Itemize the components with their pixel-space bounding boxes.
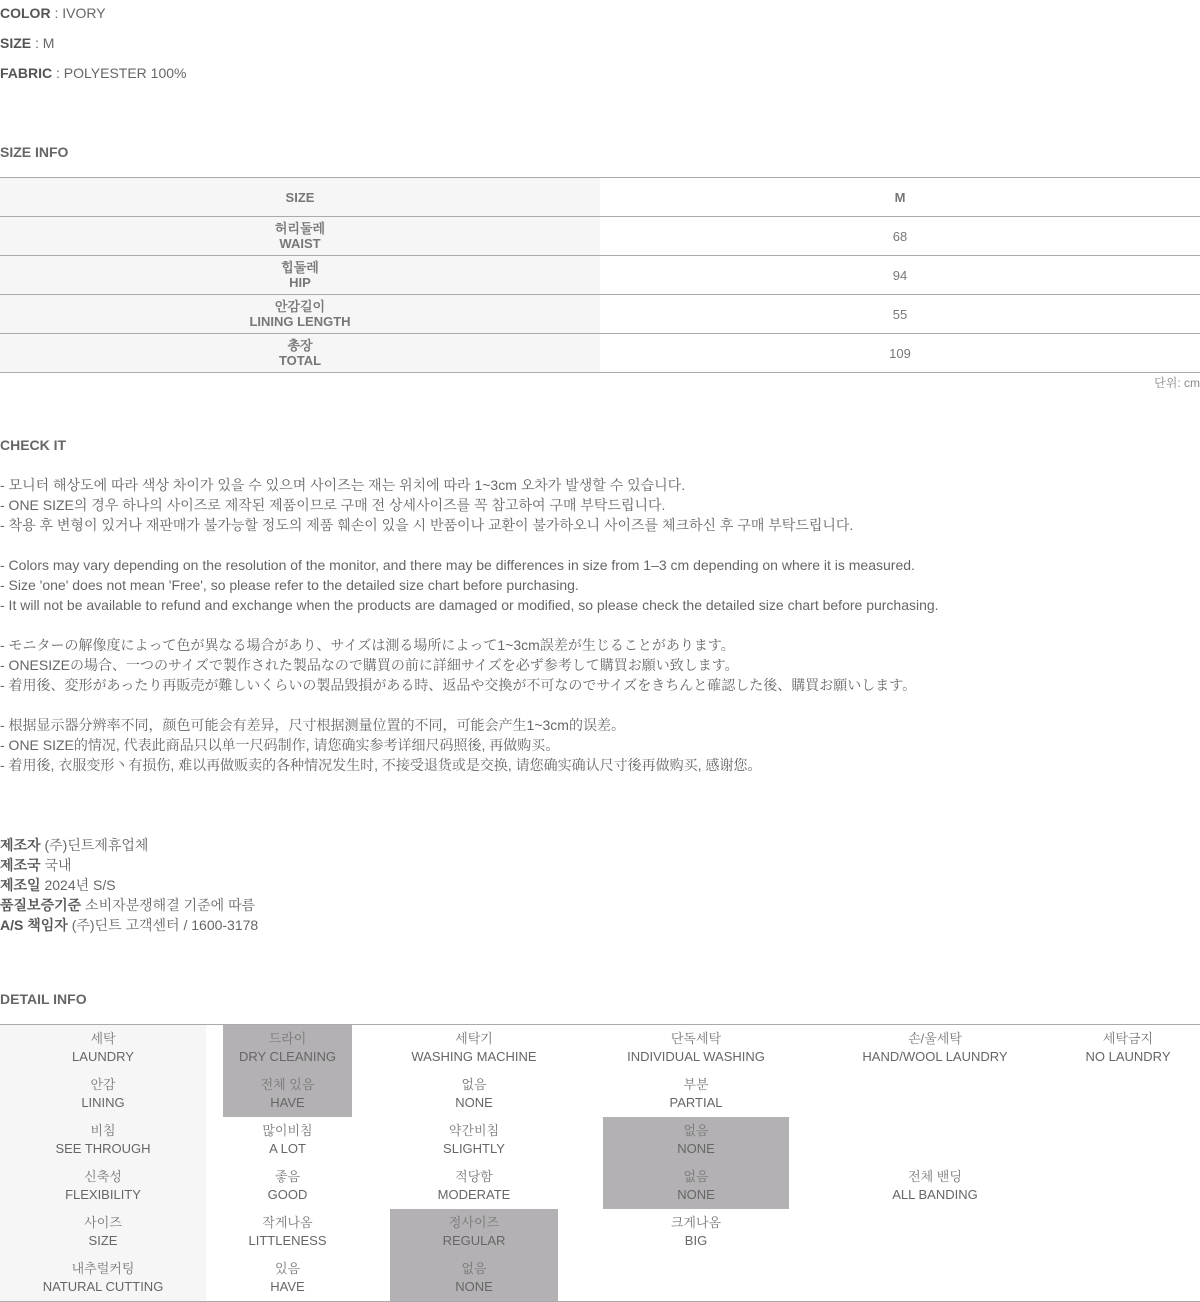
detail-option-selected xyxy=(223,1025,352,1071)
label-ko: 허리둘레 xyxy=(274,221,326,236)
spec-fabric xyxy=(0,63,186,83)
maker-key: A/S 책임자 xyxy=(0,917,68,933)
size-row-label xyxy=(0,334,600,372)
maker-value: 2024년 S/S xyxy=(44,877,116,893)
option-en: BIG xyxy=(684,1233,708,1248)
size-unit: 단위: cm xyxy=(1154,376,1200,390)
size-header-label: SIZE xyxy=(0,178,600,216)
label-en: SEE THROUGH xyxy=(55,1141,151,1156)
maker-value: 국내 xyxy=(44,857,72,873)
table-row xyxy=(0,294,1200,333)
size-info-title: SIZE INFO xyxy=(0,144,69,160)
option-en: WASHING MACHINE xyxy=(411,1049,537,1064)
option-en: LITTLENESS xyxy=(248,1233,327,1248)
option-en: SLIGHTLY xyxy=(443,1141,505,1156)
option-ko: 작게나옴 xyxy=(262,1215,313,1230)
label-en: LAUNDRY xyxy=(72,1049,134,1064)
detail-label xyxy=(0,1209,206,1255)
table-row xyxy=(0,333,1200,372)
maker-value: 소비자분쟁해결 기준에 따름 xyxy=(85,897,256,913)
spec-color xyxy=(0,3,106,23)
option-en: DRY CLEANING xyxy=(238,1049,337,1064)
spec-key: COLOR xyxy=(0,5,51,21)
check-note: - Colors may vary depending on the resolution of the monitor, and there may be differences in size from 1–3 cm depending on where it is measured. xyxy=(0,557,915,573)
option-ko: 세탁기 xyxy=(455,1031,493,1046)
label-en: LINING xyxy=(81,1095,125,1110)
label-ko: 세탁 xyxy=(90,1031,116,1046)
check-note: - Size 'one' does not mean 'Free', so please refer to the detailed size chart before purchasing. xyxy=(0,577,579,593)
detail-option-selected xyxy=(603,1163,789,1209)
option-en: GOOD xyxy=(267,1187,308,1202)
option-ko: 손/울세탁 xyxy=(908,1031,962,1046)
option-ko: 좋음 xyxy=(274,1169,301,1184)
detail-info-title: DETAIL INFO xyxy=(0,991,87,1007)
detail-option xyxy=(390,1025,558,1071)
option-en: INDIVIDUAL WASHING xyxy=(627,1049,765,1064)
size-row-value: 109 xyxy=(889,345,911,361)
table-row xyxy=(0,255,1200,294)
detail-option-selected xyxy=(390,1255,558,1301)
spec-sep: : xyxy=(50,5,63,21)
option-ko: 약간비침 xyxy=(448,1123,500,1138)
detail-option xyxy=(603,1025,789,1071)
maker-key: 제조자 xyxy=(0,837,41,853)
maker-key: 제조국 xyxy=(0,857,41,873)
detail-option xyxy=(390,1071,558,1117)
check-note: - 모니터 해상도에 따라 색상 차이가 있을 수 있으며 사이즈는 재는 위치에 따라 1~3cm 오차가 발생할 수 있습니다. xyxy=(0,477,686,493)
check-note: - ONE SIZE的情况, 代表此商品只以单一尺码制作, 请您确实参考详细尺码照後, 再做购买。 xyxy=(0,737,560,753)
check-note: - 着用後、変形があったり再販売が難しいくらいの製品毀損がある時、返品や交換が不可なのでサイズをきちんと確認した後、購買お願いします。 xyxy=(0,677,917,693)
size-header-value: M xyxy=(894,189,906,205)
spec-sep: : xyxy=(52,65,64,81)
label-ko: 비침 xyxy=(90,1123,116,1138)
option-ko: 없음 xyxy=(683,1169,709,1184)
size-row-value: 94 xyxy=(892,267,908,283)
check-note: - ONE SIZE의 경우 하나의 사이즈로 제작된 제품이므로 구매 전 상세사이즈를 꼭 참고하여 구매 부탁드립니다. xyxy=(0,497,666,513)
option-en: HAVE xyxy=(270,1279,305,1294)
label-ko: 사이즈 xyxy=(84,1215,122,1230)
check-it-title: CHECK IT xyxy=(0,437,67,453)
spec-value: IVORY xyxy=(62,5,106,21)
detail-option xyxy=(1060,1025,1196,1071)
check-note: - ONESIZEの場合、一つのサイズで製作された製品なので購買の前に詳細サイズを必ず参考して購買お願い致します。 xyxy=(0,657,739,673)
check-note: - 根据显示器分辨率不同，颜色可能会有差异，尺寸根据测量位置的不同，可能会产生1~3cm的误差。 xyxy=(0,717,625,733)
option-en: MODERATE xyxy=(437,1187,511,1202)
option-en: NONE xyxy=(677,1141,715,1156)
detail-label xyxy=(0,1025,206,1071)
detail-option xyxy=(223,1117,352,1163)
label-en: HIP xyxy=(289,275,311,290)
option-ko: 전체 있음 xyxy=(260,1077,315,1092)
detail-label xyxy=(0,1255,206,1301)
size-row-label xyxy=(0,256,600,294)
option-ko: 세탁금지 xyxy=(1102,1031,1154,1046)
label-en: TOTAL xyxy=(278,353,322,368)
spec-key: FABRIC xyxy=(0,65,53,81)
option-ko: 정사이즈 xyxy=(448,1215,500,1230)
option-en: A LOT xyxy=(269,1141,306,1156)
detail-option xyxy=(835,1025,1035,1071)
maker-value: (주)딘트 고객센터 / 1600-3178 xyxy=(71,917,259,933)
table-row xyxy=(0,216,1200,255)
check-note: - モニターの解像度によって色が異なる場合があり、サイズは測る場所によって1~3cm誤差が生じることがあります。 xyxy=(0,637,735,653)
option-en: REGULAR xyxy=(442,1233,506,1248)
detail-option-selected xyxy=(390,1209,558,1255)
spec-sep: : xyxy=(31,35,43,51)
spec-value: POLYESTER 100% xyxy=(63,65,187,81)
option-ko: 없음 xyxy=(461,1077,487,1092)
spec-size xyxy=(0,33,54,53)
size-row-label xyxy=(0,217,600,255)
option-ko: 전체 밴딩 xyxy=(908,1169,962,1184)
option-en: HAVE xyxy=(270,1095,305,1110)
option-ko: 없음 xyxy=(683,1123,709,1138)
maker-line xyxy=(0,915,258,935)
detail-label xyxy=(0,1071,206,1117)
check-note: - 착용 후 변형이 있거나 재판매가 불가능할 정도의 제품 훼손이 있을 시 반품이나 교환이 불가하오니 사이즈를 체크하신 후 구매 부탁드립니다. xyxy=(0,517,854,533)
label-ko: 내추럴커팅 xyxy=(71,1261,135,1276)
option-en: NONE xyxy=(455,1095,493,1110)
option-ko: 단독세탁 xyxy=(670,1031,722,1046)
option-ko: 없음 xyxy=(461,1261,487,1276)
detail-option xyxy=(223,1209,352,1255)
maker-key: 제조일 xyxy=(0,877,41,893)
label-en: LINING LENGTH xyxy=(249,314,351,329)
maker-line xyxy=(0,895,255,915)
option-ko: 많이비침 xyxy=(262,1123,313,1138)
label-en: WAIST xyxy=(279,236,321,251)
label-en: FLEXIBILITY xyxy=(65,1187,141,1202)
check-note: - It will not be available to refund and exchange when the products are damaged or modified, so please check the detailed size chart before purchasing. xyxy=(0,597,939,613)
maker-line xyxy=(0,835,148,855)
label-ko: 안감 xyxy=(90,1077,116,1092)
size-row-value: 68 xyxy=(892,228,908,244)
detail-option xyxy=(223,1163,352,1209)
label-ko: 힙둘레 xyxy=(281,260,319,275)
maker-line xyxy=(0,875,116,895)
maker-value: (주)딘트제휴업체 xyxy=(44,837,149,853)
option-ko: 드라이 xyxy=(268,1031,307,1046)
size-table xyxy=(0,177,1200,373)
label-ko: 신축성 xyxy=(84,1169,122,1184)
detail-option xyxy=(390,1163,558,1209)
option-ko: 있음 xyxy=(274,1261,301,1276)
size-row-label xyxy=(0,295,600,333)
detail-option-selected xyxy=(223,1071,352,1117)
option-en: HAND/WOOL LAUNDRY xyxy=(862,1049,1008,1064)
check-note: - 着用後, 衣服变形丶有损伤, 难以再做贩卖的各种情况发生时, 不接受退货或是交换, 请您确实确认尺寸後再做购买, 感谢您。 xyxy=(0,757,762,773)
option-en: NO LAUNDRY xyxy=(1085,1049,1171,1064)
detail-option xyxy=(603,1071,789,1117)
option-ko: 부분 xyxy=(683,1077,709,1092)
detail-label xyxy=(0,1117,206,1163)
label-ko: 안감길이 xyxy=(274,299,326,314)
maker-key: 품질보증기준 xyxy=(0,897,82,913)
spec-key: SIZE xyxy=(0,35,32,51)
option-en: ALL BANDING xyxy=(892,1187,978,1202)
label-en: NATURAL CUTTING xyxy=(42,1279,164,1294)
size-table-header xyxy=(0,178,1200,216)
detail-option xyxy=(390,1117,558,1163)
detail-option xyxy=(835,1163,1035,1209)
size-row-value: 55 xyxy=(892,306,908,322)
option-en: NONE xyxy=(677,1187,715,1202)
label-ko: 총장 xyxy=(287,338,313,353)
spec-value: M xyxy=(42,35,55,51)
option-ko: 크게나옴 xyxy=(670,1215,722,1230)
detail-label xyxy=(0,1163,206,1209)
option-en: NONE xyxy=(455,1279,493,1294)
option-ko: 적당함 xyxy=(455,1169,493,1184)
detail-option xyxy=(603,1209,789,1255)
option-en: PARTIAL xyxy=(669,1095,723,1110)
label-en: SIZE xyxy=(88,1233,118,1248)
detail-option-selected xyxy=(603,1117,789,1163)
maker-line xyxy=(0,855,72,875)
detail-option xyxy=(223,1255,352,1301)
